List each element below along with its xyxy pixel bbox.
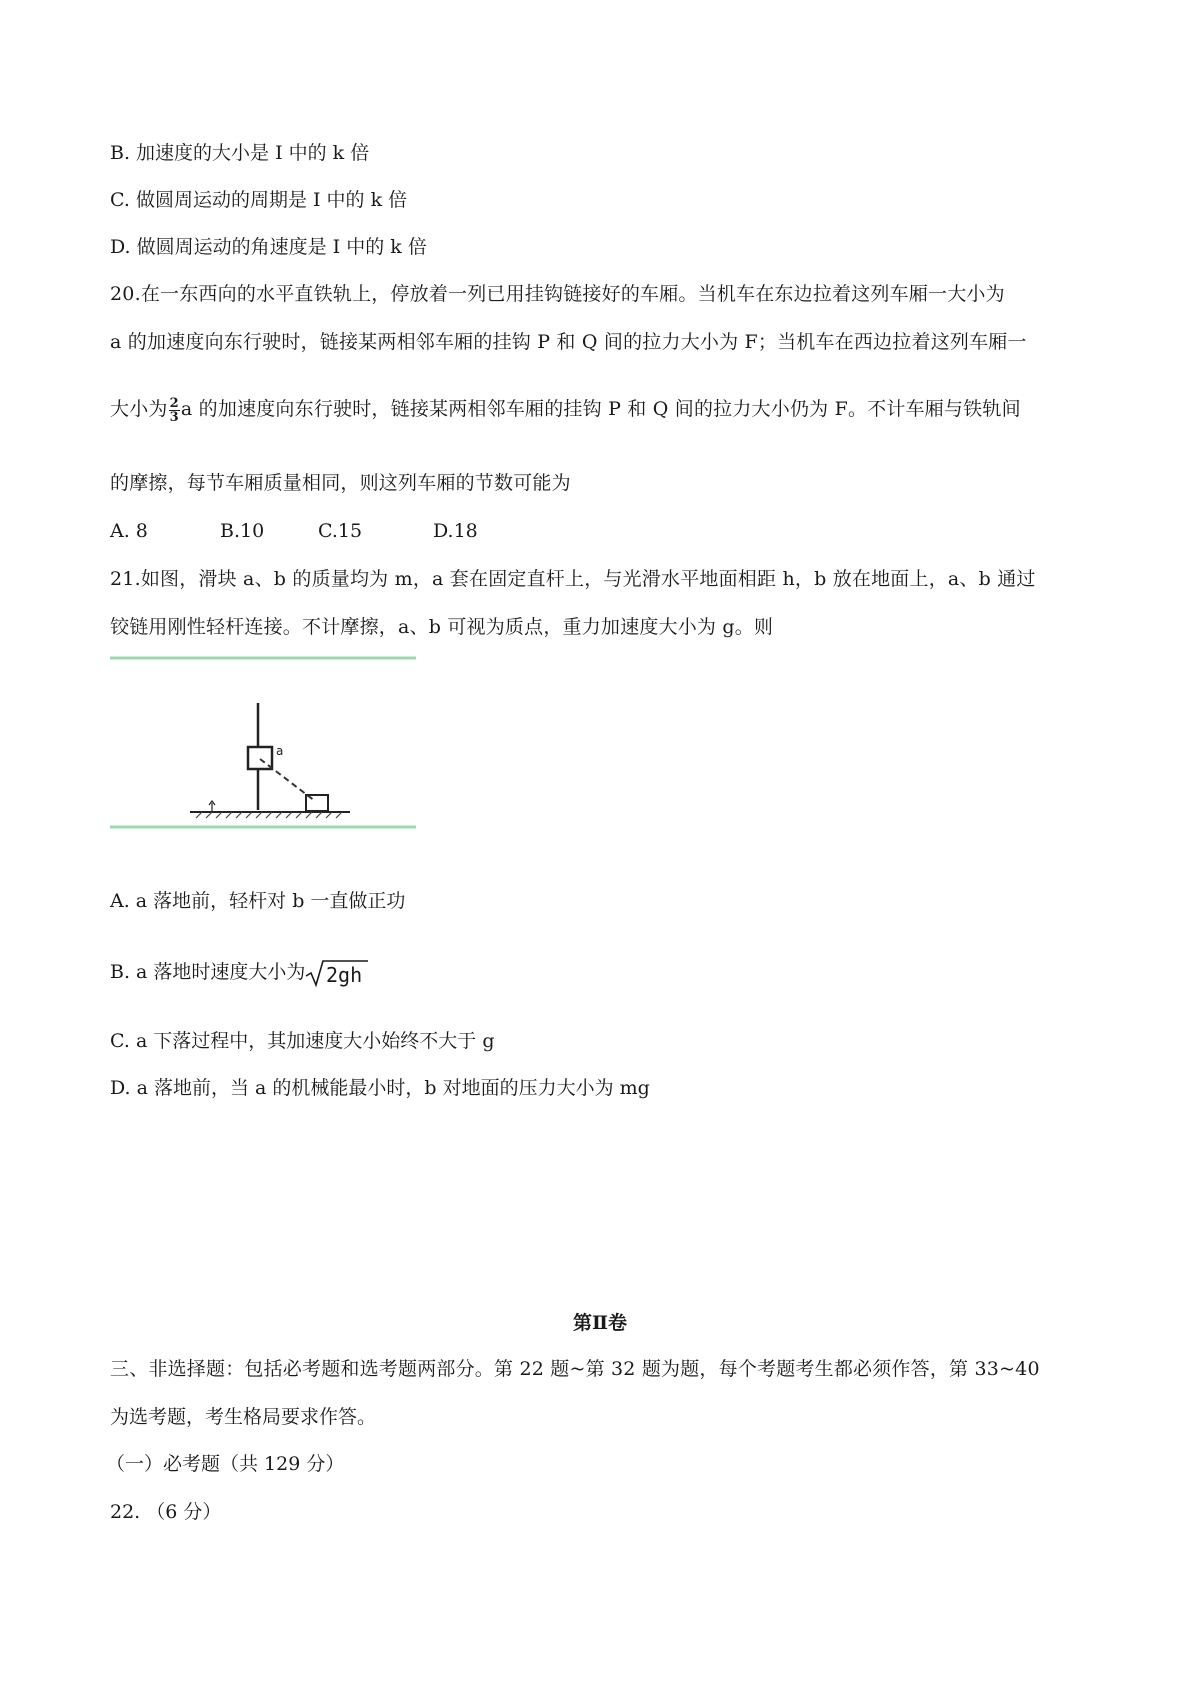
q20-text-line-3	[110, 396, 1021, 424]
required-questions-heading: （一）必考题（共 129 分）	[106, 1453, 345, 1475]
fraction-numerator: 2	[169, 395, 179, 411]
q20-option-b: B.10	[220, 520, 265, 542]
q20-line-3-suffix: a 的加速度向东行驶时，链接某两相邻车厢的挂钩 P 和 Q 间的拉力大小仍为 F。不计车厢与铁轨间	[180, 398, 1021, 420]
q20-text-line-4: 的摩擦，每节车厢质量相同，则这列车厢的节数可能为	[110, 472, 571, 494]
q19-option-c: C. 做圆周运动的周期是 I 中的 k 倍	[110, 189, 408, 211]
q21-option-d: D. a 落地前，当 a 的机械能最小时，b 对地面的压力大小为 mg	[110, 1077, 650, 1099]
q20-text-line-2: a 的加速度向东行驶时，链接某两相邻车厢的挂钩 P 和 Q 间的拉力大小为 F；当机车在西边拉着这列车厢一	[110, 331, 1027, 353]
q20-options	[110, 518, 478, 544]
slider-a-label: a	[276, 744, 284, 758]
fraction-two-thirds	[169, 397, 180, 424]
q21-text-line-2: 铰链用刚性轻杆连接。不计摩擦，a、b 可视为质点，重力加速度大小为 g。则	[110, 616, 774, 638]
q21-option-c: C. a 下落过程中，其加速度大小始终不大于 g	[110, 1030, 495, 1052]
q20-text-line-1: 20.在一东西向的水平直铁轨上，停放着一列已用挂钩链接好的车厢。当机车在东边拉着这列车厢一大小为	[110, 283, 1005, 305]
q20-option-d: D.18	[433, 520, 478, 542]
q19-option-b: B. 加速度的大小是 I 中的 k 倍	[110, 142, 370, 164]
sqrt-symbol-svg	[305, 958, 369, 988]
q20-line-3-prefix: 大小为	[110, 398, 168, 420]
part-two-instructions-line-1: 三、非选择题：包括必考题和选考题两部分。第 22 题~第 32 题为题，每个考题考生都必须作答，第 33~40	[110, 1358, 1040, 1380]
part-two-title: 第Ⅱ卷	[572, 1312, 627, 1334]
q21-text-line-1: 21.如图，滑块 a、b 的质量均为 m，a 套在固定直杆上，与光滑水平地面相距 h，b 放在地面上，a、b 通过	[110, 568, 1036, 590]
q21-option-b	[110, 958, 369, 988]
q19-option-d: D. 做圆周运动的角速度是 I 中的 k 倍	[110, 236, 427, 258]
q21-option-b-prefix: B. a 落地时速度大小为	[110, 961, 306, 983]
q21-option-a: A. a 落地前，轻杆对 b 一直做正功	[110, 890, 406, 912]
part-two-instructions-line-2: 为选考题，考生格局要求作答。	[110, 1406, 377, 1428]
q20-option-c: C.15	[318, 520, 363, 542]
square-root-expression	[305, 958, 369, 988]
question-22-heading: 22. （6 分）	[110, 1501, 222, 1523]
q21-figure-svg	[110, 655, 420, 830]
q20-option-a: A. 8	[110, 520, 148, 542]
sqrt-radicand: 2gh	[326, 963, 363, 987]
fraction-denominator: 3	[169, 409, 179, 425]
q21-figure	[110, 655, 420, 830]
